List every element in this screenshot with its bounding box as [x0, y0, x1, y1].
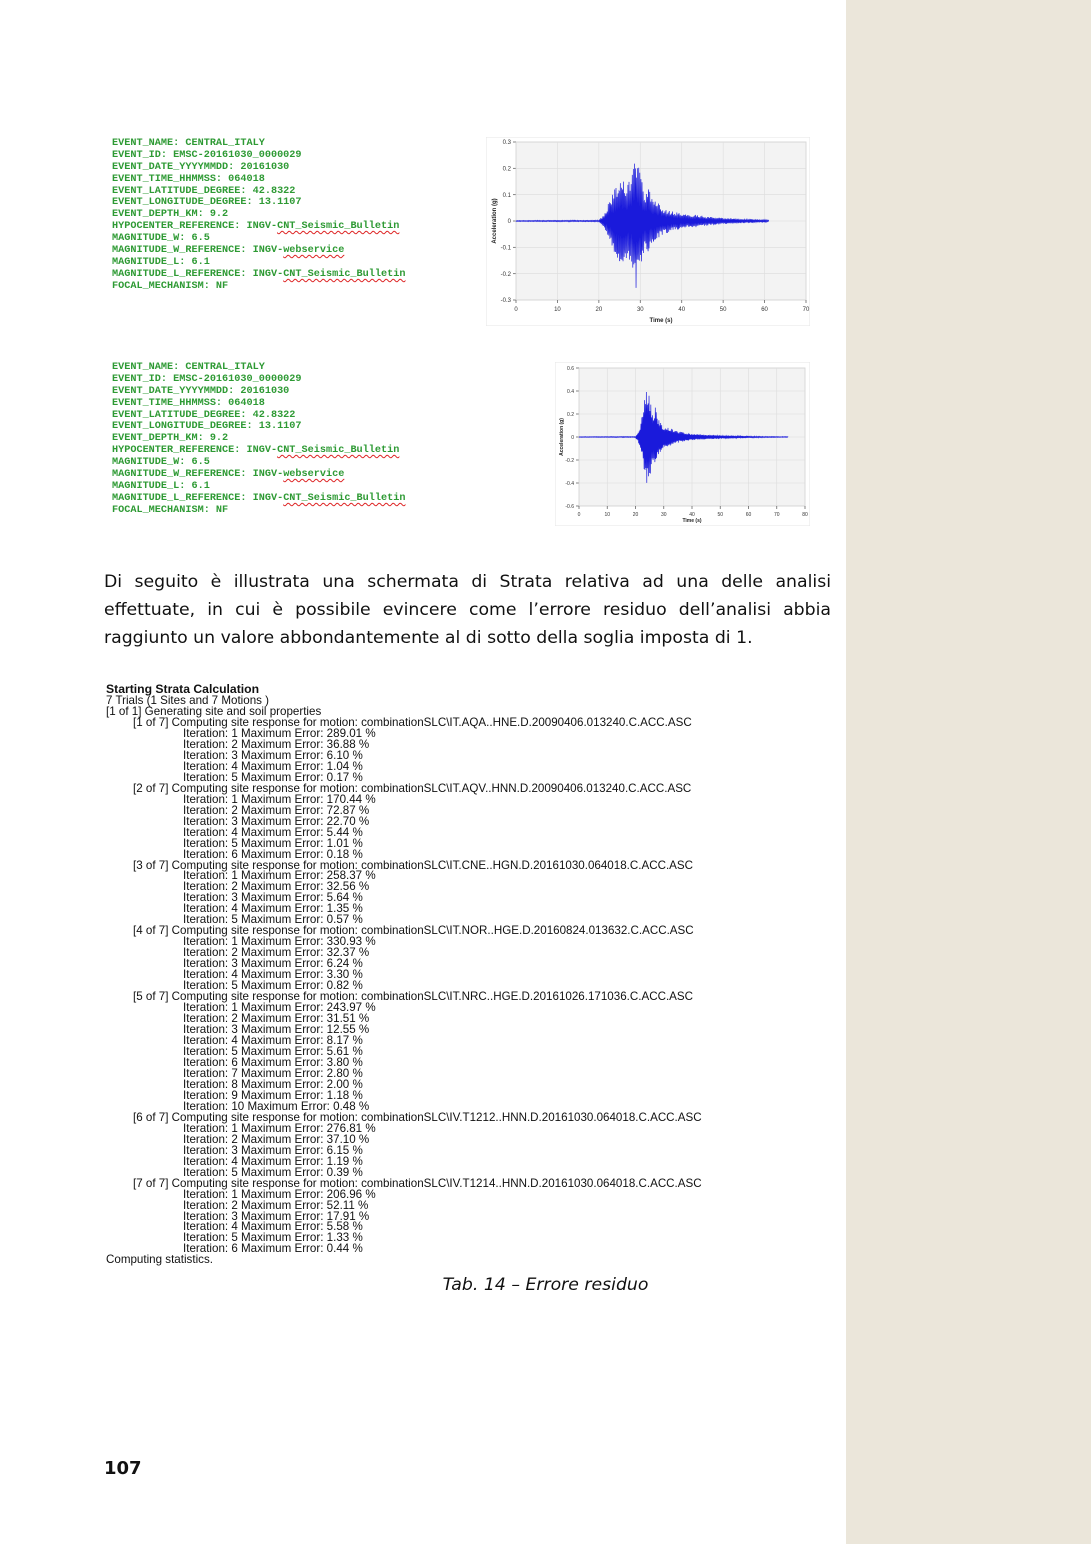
log-iteration-line: Iteration: 2 Maximum Error: 52.11 %: [183, 1198, 369, 1212]
metadata-line: [112, 469, 472, 481]
metadata-line: [112, 197, 472, 209]
x-tick-label: 20: [595, 307, 603, 313]
x-tick-label: 60: [745, 512, 752, 518]
table-caption: [0, 1275, 1091, 1295]
metadata-text: HYPOCENTER_REFERENCE: INGV-: [112, 221, 278, 233]
metadata-line: [112, 269, 472, 281]
metadata-spellcheck-text: CNT_Seismic_Bulletin: [277, 445, 400, 457]
accelerogram-chart-1: [486, 137, 810, 326]
metadata-line: [112, 374, 472, 386]
log-iteration-line: Iteration: 5 Maximum Error: 1.01 %: [183, 836, 363, 850]
metadata-text: EVENT_DATE_YYYYMMDD: 20161030: [112, 161, 290, 173]
log-iteration-line: Iteration: 1 Maximum Error: 258.37 %: [183, 869, 376, 883]
y-axis-label: Acceleration (g): [559, 418, 565, 456]
metadata-text: EVENT_LATITUDE_DEGREE: 42.8322: [112, 185, 296, 197]
log-iteration-line: Iteration: 9 Maximum Error: 1.18 %: [183, 1088, 363, 1102]
metadata-line: [112, 257, 472, 269]
event-metadata-block-2: [112, 362, 472, 517]
log-iteration-line: Iteration: 5 Maximum Error: 0.39 %: [183, 1165, 363, 1179]
log-iteration-line: Iteration: 2 Maximum Error: 37.10 %: [183, 1132, 370, 1146]
y-tick-label: -0.3: [500, 298, 511, 305]
metadata-line: [112, 362, 472, 374]
log-iteration-line: Iteration: 4 Maximum Error: 5.44 %: [183, 825, 363, 839]
x-tick-label: 50: [717, 512, 724, 518]
metadata-text: EVENT_DATE_YYYYMMDD: 20161030: [112, 385, 290, 397]
log-iteration-line: Iteration: 6 Maximum Error: 0.18 %: [183, 847, 363, 861]
metadata-text: EVENT_ID: EMSC-20161030_0000029: [112, 373, 302, 385]
x-tick-label: 0: [577, 512, 581, 518]
log-iteration-line: Iteration: 10 Maximum Error: 0.48 %: [183, 1099, 370, 1113]
log-iteration-line: Iteration: 4 Maximum Error: 8.17 %: [183, 1034, 363, 1047]
log-iteration-line: Iteration: 7 Maximum Error: 2.80 %: [183, 1066, 363, 1080]
log-iteration-line: Iteration: 6 Maximum Error: 0.44 %: [183, 1242, 363, 1256]
metadata-line: [112, 421, 472, 433]
y-tick-label: 0.2: [502, 166, 511, 173]
event-metadata-block-1: [112, 138, 472, 293]
log-iteration-line: Iteration: 2 Maximum Error: 72.87 %: [183, 803, 370, 817]
x-tick-label: 70: [773, 512, 780, 518]
log-iteration-line: Iteration: 2 Maximum Error: 32.56 %: [183, 880, 370, 894]
metadata-text: EVENT_LATITUDE_DEGREE: 42.8322: [112, 409, 296, 421]
log-iteration-line: Iteration: 6 Maximum Error: 3.80 %: [183, 1055, 363, 1069]
y-tick-label: 0: [571, 434, 574, 441]
log-iteration-line: Iteration: 1 Maximum Error: 289.01 %: [183, 726, 376, 740]
log-footer: Computing statistics.: [106, 1253, 213, 1267]
metadata-text: EVENT_ID: EMSC-20161030_0000029: [112, 149, 302, 161]
log-generating: [1 of 1] Generating site and soil properties: [106, 704, 322, 718]
log-iteration-line: Iteration: 3 Maximum Error: 12.55 %: [183, 1023, 370, 1037]
log-iteration-line: Iteration: 5 Maximum Error: 0.17 %: [183, 770, 363, 784]
y-tick-label: 0.1: [502, 192, 511, 199]
log-iteration-line: Iteration: 4 Maximum Error: 1.19 %: [183, 1154, 363, 1168]
y-tick-label: 0.3: [502, 140, 511, 147]
log-iteration-line: Iteration: 4 Maximum Error: 1.04 %: [183, 759, 363, 773]
y-tick-label: 0.4: [567, 388, 574, 395]
metadata-text: EVENT_LONGITUDE_DEGREE: 13.1107: [112, 421, 302, 433]
metadata-line: [112, 481, 472, 493]
log-motion-header: [5 of 7] Computing site response for motion: combinationSLC\IT.NRC..HGE.D.20161026.171036.C.ACC.ASC: [133, 990, 693, 1004]
metadata-text: EVENT_NAME: CENTRAL_ITALY: [112, 138, 265, 149]
metadata-text: MAGNITUDE_W: 6.5: [112, 457, 210, 469]
log-iteration-line: Iteration: 3 Maximum Error: 6.15 %: [183, 1143, 363, 1157]
y-tick-label: -0.2: [565, 457, 574, 464]
x-tick-label: 40: [689, 512, 695, 518]
y-tick-label: -0.4: [565, 480, 574, 487]
log-iteration-line: Iteration: 1 Maximum Error: 330.93 %: [183, 935, 376, 949]
x-tick-label: 40: [678, 307, 686, 313]
log-iteration-line: Iteration: 3 Maximum Error: 6.10 %: [183, 748, 363, 762]
metadata-line: [112, 457, 472, 469]
caption-text: Tab. 14 – Errore residuo: [442, 1275, 649, 1295]
log-iteration-line: Iteration: 1 Maximum Error: 206.96 %: [183, 1187, 376, 1201]
x-tick-label: 70: [802, 307, 810, 313]
metadata-text: MAGNITUDE_L: 6.1: [112, 480, 210, 492]
metadata-line: [112, 281, 472, 293]
body-paragraph: Di seguito è illustrata una schermata di Strata relativa ad una delle analisi effettuate, in cui è possibile evincere come l’errore residuo dell’analisi abbia raggiunto un valore abbondantemente al di sotto della soglia imposta di 1.: [104, 572, 831, 648]
metadata-line: [112, 433, 472, 445]
log-iteration-line: Iteration: 3 Maximum Error: 6.24 %: [183, 957, 363, 971]
metadata-text: EVENT_TIME_HHMMSS: 064018: [112, 397, 265, 409]
metadata-line: [112, 233, 472, 245]
metadata-line: [112, 209, 472, 221]
metadata-line: [112, 398, 472, 410]
metadata-spellcheck-text: webservice: [283, 469, 345, 481]
metadata-line: [112, 445, 472, 457]
log-iteration-line: Iteration: 3 Maximum Error: 5.64 %: [183, 891, 363, 905]
log-motions: [106, 717, 826, 1254]
metadata-line: [112, 410, 472, 422]
log-iteration-line: Iteration: 1 Maximum Error: 170.44 %: [183, 792, 376, 806]
metadata-text: EVENT_DEPTH_KM: 9.2: [112, 209, 229, 221]
accelerogram-chart-2: [555, 362, 810, 526]
log-iteration-line: Iteration: 1 Maximum Error: 276.81 %: [183, 1121, 376, 1135]
metadata-spellcheck-text: CNT_Seismic_Bulletin: [277, 221, 400, 233]
page-side-band: [846, 0, 1091, 1544]
log-motion-header: [6 of 7] Computing site response for motion: combinationSLC\IV.T1212..HNN.D.20161030.064018.C.ACC.ASC: [133, 1110, 702, 1124]
metadata-text: EVENT_LONGITUDE_DEGREE: 13.1107: [112, 197, 302, 209]
log-iteration-line: Iteration: 3 Maximum Error: 22.70 %: [183, 814, 370, 828]
log-iteration-line: Iteration: 4 Maximum Error: 3.30 %: [183, 968, 363, 982]
log-iteration-line: Iteration: 3 Maximum Error: 17.91 %: [183, 1209, 370, 1223]
log-title: Starting Strata Calculation: [106, 682, 260, 696]
x-tick-label: 30: [636, 307, 644, 313]
metadata-spellcheck-text: webservice: [283, 245, 345, 257]
metadata-spellcheck-text: CNT_Seismic_Bulletin: [283, 268, 406, 280]
log-motion-header: [1 of 7] Computing site response for motion: combinationSLC\IT.AQA..HNE.D.20090406.013240.C.ACC.ASC: [133, 715, 692, 729]
x-tick-label: 0: [514, 307, 518, 313]
y-axis-label: Acceleration (g): [492, 198, 498, 244]
log-iteration-line: Iteration: 2 Maximum Error: 36.88 %: [183, 737, 370, 751]
page-number: 107: [104, 1458, 142, 1479]
log-iteration-line: Iteration: 5 Maximum Error: 0.82 %: [183, 979, 363, 993]
metadata-text: MAGNITUDE_L: 6.1: [112, 256, 210, 268]
x-tick-label: 20: [632, 512, 639, 518]
metadata-text: EVENT_DEPTH_KM: 9.2: [112, 433, 229, 445]
x-tick-label: 10: [604, 512, 611, 518]
metadata-text: MAGNITUDE_L_REFERENCE: INGV-: [112, 492, 284, 504]
log-iteration-line: Iteration: 2 Maximum Error: 31.51 %: [183, 1012, 370, 1026]
chart-svg: [555, 362, 810, 526]
metadata-text: EVENT_TIME_HHMMSS: 064018: [112, 173, 265, 185]
log-iteration-line: Iteration: 4 Maximum Error: 1.35 %: [183, 902, 363, 916]
metadata-line: [112, 245, 472, 257]
log-iteration-line: Iteration: 1 Maximum Error: 243.97 %: [183, 1001, 376, 1015]
metadata-text: MAGNITUDE_W_REFERENCE: INGV-: [112, 245, 284, 257]
log-iteration-line: Iteration: 2 Maximum Error: 32.37 %: [183, 946, 370, 960]
x-axis-label: Time (s): [682, 518, 702, 524]
log-motion-header: [3 of 7] Computing site response for motion: combinationSLC\IT.CNE..HGN.D.20161030.064018.C.ACC.ASC: [133, 858, 693, 872]
x-tick-label: 80: [802, 512, 808, 518]
log-motion-header: [2 of 7] Computing site response for motion: combinationSLC\IT.AQV..HNN.D.20090406.013240.C.ACC.ASC: [133, 781, 692, 795]
log-iteration-line: Iteration: 8 Maximum Error: 2.00 %: [183, 1077, 363, 1091]
metadata-text: HYPOCENTER_REFERENCE: INGV-: [112, 445, 278, 457]
metadata-text: MAGNITUDE_W: 6.5: [112, 233, 210, 245]
metadata-line: [112, 221, 472, 233]
log-motion-header: [7 of 7] Computing site response for motion: combinationSLC\IV.T1214..HNN.D.20161030.064018.C.ACC.ASC: [133, 1176, 702, 1190]
metadata-text: MAGNITUDE_L_REFERENCE: INGV-: [112, 268, 284, 280]
metadata-spellcheck-text: CNT_Seismic_Bulletin: [283, 492, 406, 504]
log-trials: 7 Trials (1 Sites and 7 Motions ): [106, 693, 270, 707]
log-iteration-line: Iteration: 4 Maximum Error: 5.58 %: [183, 1220, 363, 1234]
x-tick-label: 30: [660, 512, 667, 518]
log-iteration-line: Iteration: 5 Maximum Error: 0.57 %: [183, 913, 363, 927]
strata-log-screenshot: [106, 684, 826, 1265]
y-tick-label: -0.6: [565, 503, 574, 510]
y-tick-label: 0: [507, 219, 511, 226]
metadata-text: MAGNITUDE_W_REFERENCE: INGV-: [112, 469, 284, 481]
x-axis-label: Time (s): [649, 318, 673, 324]
metadata-line: [112, 386, 472, 398]
chart-svg: [486, 137, 810, 326]
metadata-line: [112, 150, 472, 162]
metadata-line: [112, 493, 472, 505]
y-tick-label: 0.2: [567, 411, 574, 418]
log-iteration-line: Iteration: 5 Maximum Error: 1.33 %: [183, 1231, 363, 1245]
metadata-line: [112, 162, 472, 174]
x-tick-label: 60: [761, 307, 768, 313]
metadata-text: FOCAL_MECHANISM: NF: [112, 504, 229, 516]
metadata-line: [112, 186, 472, 198]
y-tick-label: 0.6: [567, 365, 574, 372]
log-iteration-line: Iteration: 5 Maximum Error: 5.61 %: [183, 1044, 363, 1058]
metadata-line: [112, 174, 472, 186]
x-tick-label: 10: [554, 307, 561, 313]
metadata-line: [112, 138, 472, 150]
y-tick-label: -0.2: [500, 271, 511, 278]
metadata-text: EVENT_NAME: CENTRAL_ITALY: [112, 362, 265, 373]
y-tick-label: -0.1: [500, 245, 511, 252]
metadata-line: [112, 505, 472, 517]
x-tick-label: 50: [719, 307, 727, 313]
metadata-text: FOCAL_MECHANISM: NF: [112, 280, 229, 292]
log-motion-header: [4 of 7] Computing site response for motion: combinationSLC\IT.NOR..HGE.D.20160824.013632.C.ACC.ASC: [133, 924, 694, 938]
